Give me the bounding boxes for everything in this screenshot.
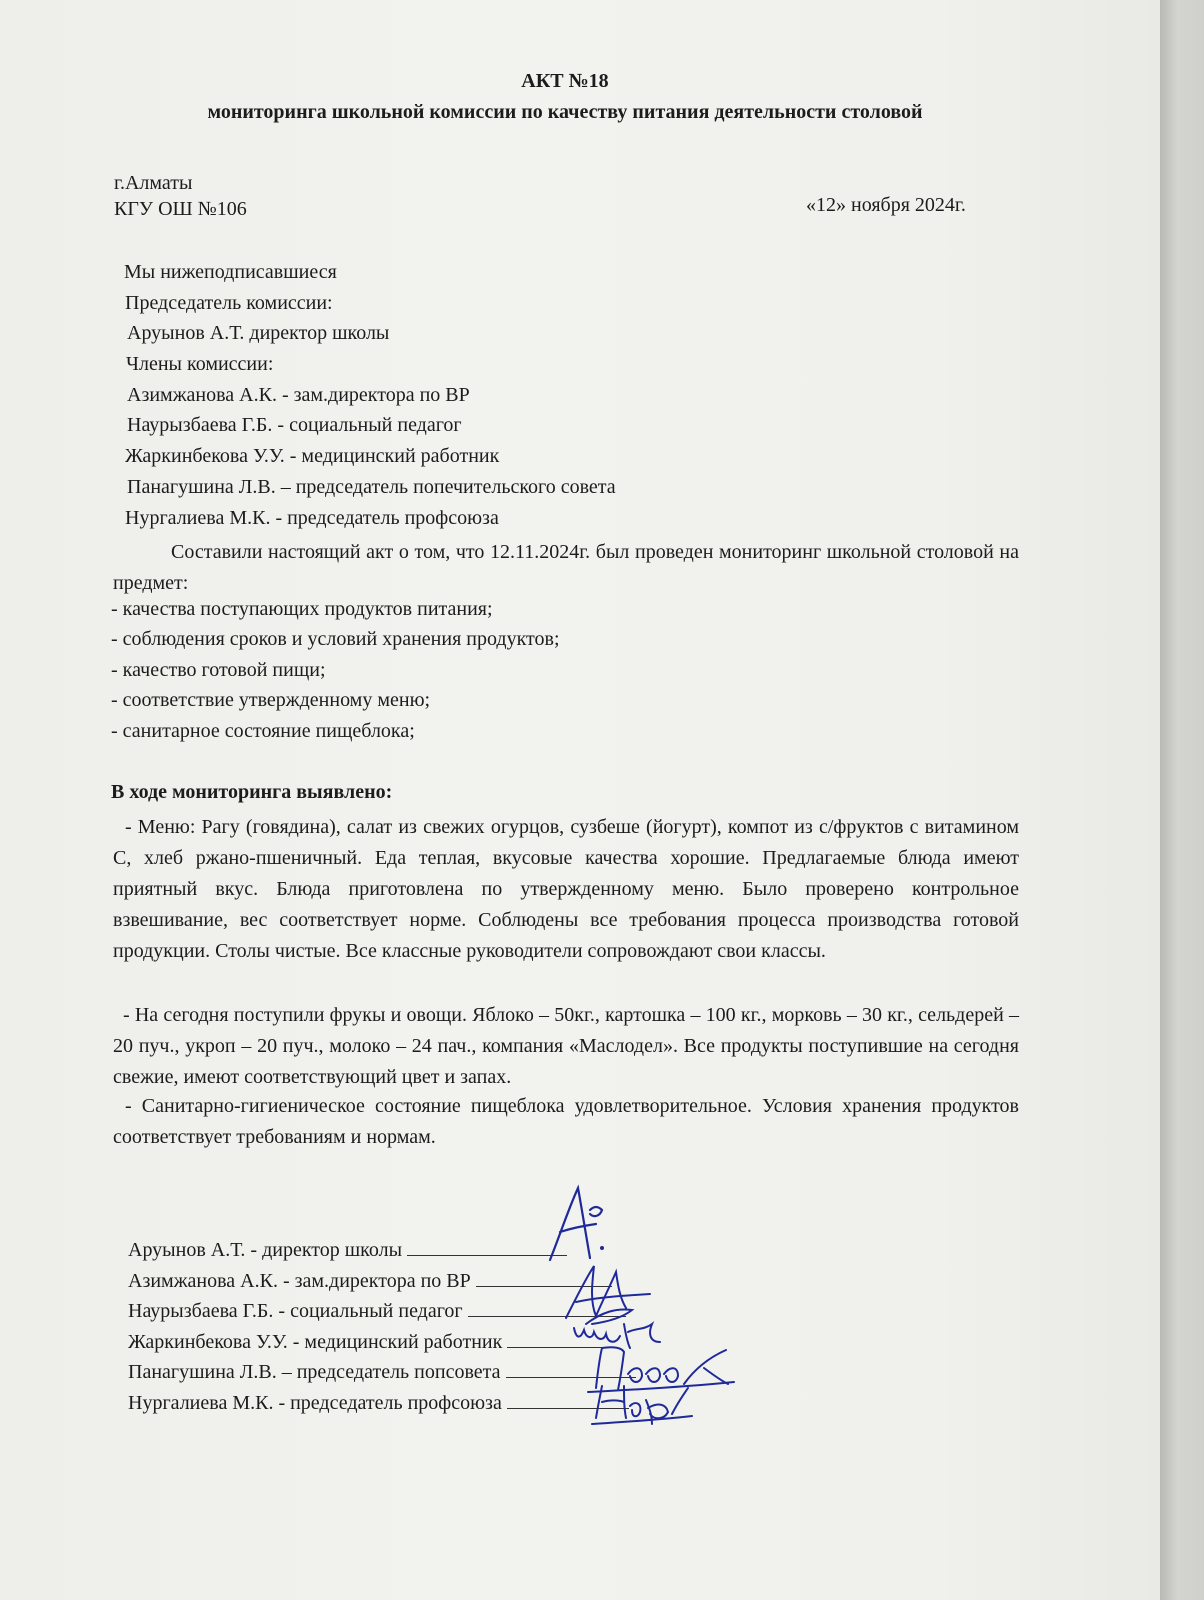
act-subtitle: мониторинга школьной комиссии по качеству питания деятельности столовой bbox=[207, 101, 923, 123]
signature-row bbox=[128, 1361, 636, 1384]
act-title: АКТ №18 bbox=[521, 70, 609, 92]
check-item: - качество готовой пищи; bbox=[111, 659, 326, 681]
city: г.Алматы bbox=[114, 172, 193, 194]
page-edge bbox=[1160, 0, 1204, 1600]
signature-row bbox=[128, 1392, 629, 1415]
member-item: Азимжанова А.К. - зам.директора по ВР bbox=[127, 384, 470, 406]
signatory: Жаркинбекова У.У. - медицинский работник bbox=[128, 1331, 503, 1353]
check-item: - качества поступающих продуктов питания; bbox=[111, 598, 493, 620]
signatory: Аруынов А.Т. - директор школы bbox=[128, 1239, 403, 1261]
commission-intro: Мы нижеподписавшиеся bbox=[124, 261, 337, 283]
chair-name: Аруынов А.Т. директор школы bbox=[127, 322, 390, 344]
findings-paragraph: - На сегодня поступили фрукы и овощи. Яблоко – 50кг., картошка – 100 кг., морковь – 30 кг., сельдерей – 20 пуч., укроп – 20 пуч., молоко – 24 пач., компания «Маслодел». Все продукты поступившие на сегодня свежие, имеют соответствующий цвет и запах. bbox=[113, 1004, 1019, 1088]
member-item: Наурызбаева Г.Б. - социальный педагог bbox=[127, 414, 462, 436]
member-item: Панагушина Л.В. – председатель попечительского совета bbox=[127, 476, 616, 498]
signature-row bbox=[128, 1239, 567, 1262]
check-item: - соблюдения сроков и условий хранения продуктов; bbox=[111, 628, 560, 650]
chair-label: Председатель комиссии: bbox=[125, 292, 333, 314]
signatory: Азимжанова А.К. - зам.директора по ВР bbox=[128, 1270, 471, 1292]
check-item: - санитарное состояние пищеблока; bbox=[111, 720, 415, 742]
act-date: «12» ноября 2024г. bbox=[806, 194, 966, 216]
findings-paragraph: - Меню: Рагу (говядина), салат из свежих огурцов, сузбеше (йогурт), компот из с/фруктов с витамином С, хлеб ржано-пшеничный. Еда теплая, вкусовые качества хорошие. Предлагаемые блюда имеют приятный вкус. Блюда приготовлена по утвержденному меню. Было проверено контрольное взвешивание, вес соответствует норме. Соблюдены все требования процесса производства готовой продукции. Столы чистые. Все классные руководители сопровождают свои классы. bbox=[113, 816, 1019, 962]
signature-row bbox=[128, 1331, 617, 1354]
members-label: Члены комиссии: bbox=[126, 353, 274, 375]
member-item: Жаркинбекова У.У. - медицинский работник bbox=[125, 445, 500, 467]
signature-row bbox=[128, 1270, 612, 1293]
organization: КГУ ОШ №106 bbox=[114, 198, 247, 220]
signature-director bbox=[520, 1180, 620, 1270]
signatory: Панагушина Л.В. – председатель попсовета bbox=[128, 1361, 501, 1383]
check-item: - соответствие утвержденному меню; bbox=[111, 689, 431, 711]
member-item: Нургалиева М.К. - председатель профсоюза bbox=[125, 507, 499, 529]
signature-union bbox=[588, 1380, 698, 1428]
findings-heading: В ходе мониторинга выявлено: bbox=[111, 781, 393, 803]
signatory: Нургалиева М.К. - председатель профсоюза bbox=[128, 1392, 502, 1414]
signatory: Наурызбаева Г.Б. - социальный педагог bbox=[128, 1300, 463, 1322]
statement-paragraph: Составили настоящий акт о том, что 12.11.2024г. был проведен мониторинг школьной столовой на предмет: bbox=[113, 541, 1019, 594]
findings-paragraph: - Санитарно-гигиеническое состояние пищеблока удовлетворительное. Условия хранения продуктов соответствует требованиям и нормам. bbox=[113, 1095, 1019, 1148]
